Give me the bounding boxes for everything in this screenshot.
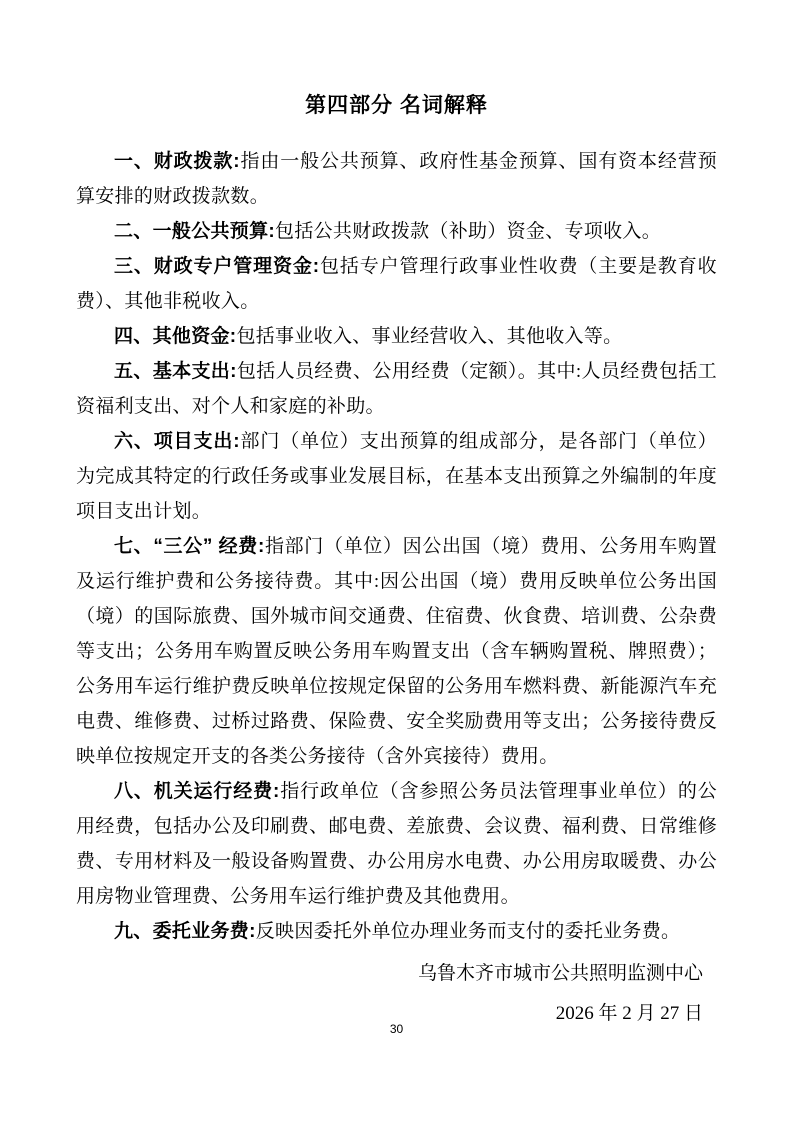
document-date: 2026 年 2 月 27 日 xyxy=(555,1003,703,1024)
document-content xyxy=(76,92,717,1034)
term-definition: 包括公共财政拨款（补助）资金、专项收入。 xyxy=(275,221,662,242)
glossary-paragraph xyxy=(76,774,717,914)
glossary-paragraph xyxy=(76,214,717,249)
term-definition: 指由一般公共预算、政府性基金预算、国有资本经营预算安排的财政拨款数。 xyxy=(76,151,717,207)
glossary-paragraph xyxy=(76,319,717,354)
term-label: 五、基本支出: xyxy=(114,361,237,382)
term-label: 七、“三公” 经费: xyxy=(114,536,265,557)
term-definition: 指行政单位（含参照公务员法管理事业单位）的公用经费，包括办公及印刷费、邮电费、差旅费、会议费、福利费、日常维修费、专用材料及一般设备购置费、办公用房水电费、办公用房取暖费、办公用房物业管理费、公务用车运行维护费及其他费用。 xyxy=(76,781,718,907)
glossary-paragraph xyxy=(76,249,717,319)
term-definition: 包括事业收入、事业经营收入、其他收入等。 xyxy=(236,326,623,347)
term-label: 四、其他资金: xyxy=(114,326,237,347)
term-label: 一、财政拨款: xyxy=(114,151,240,172)
glossary-paragraph xyxy=(76,354,717,424)
term-label: 六、项目支出: xyxy=(114,431,240,452)
glossary-paragraph xyxy=(76,529,717,774)
term-definition: 包括人员经费、公用经费（定额）。其中:人员经费包括工资福利支出、对个人和家庭的补助。 xyxy=(76,361,717,417)
glossary-paragraph xyxy=(76,914,717,949)
term-label: 八、机关运行经费: xyxy=(114,781,280,802)
glossary-paragraph xyxy=(76,144,717,214)
page-title: 第四部分 名词解释 xyxy=(305,94,488,117)
term-definition: 部门（单位）支出预算的组成部分，是各部门（单位）为完成其特定的行政任务或事业发展目标，在基本支出预算之外编制的年度项目支出计划。 xyxy=(76,431,717,522)
term-definition: 包括专户管理行政事业性收费（主要是教育收费）、其他非税收入。 xyxy=(76,256,717,312)
term-label: 二、一般公共预算: xyxy=(114,221,276,242)
term-definition: 指部门（单位）因公出国（境）费用、公务用车购置及运行维护费和公务接待费。其中:因公出国（境）费用反映单位公务出国（境）的国际旅费、国外城市间交通费、住宿费、伙食费、培训费、公杂费等支出；公务用车购置反映公务用车购置支出（含车辆购置税、牌照费）；公务用车运行维护费反映单位按规定保留的公务用车燃料费、新能源汽车充电费、维修费、过桥过路费、保险费、安全奖励费用等支出；公务接待费反映单位按规定开支的各类公务接待（含外宾接待）费用。 xyxy=(76,536,717,767)
glossary-paragraph xyxy=(76,424,717,529)
term-label: 三、财政专户管理资金: xyxy=(114,256,320,277)
term-definition: 反映因委托外单位办理业务而支付的委托业务费。 xyxy=(255,921,681,942)
organization-name: 乌鲁木齐市城市公共照明监测中心 xyxy=(417,963,703,984)
term-label: 九、委托业务费: xyxy=(114,921,256,942)
page-number: 30 xyxy=(389,1022,404,1036)
